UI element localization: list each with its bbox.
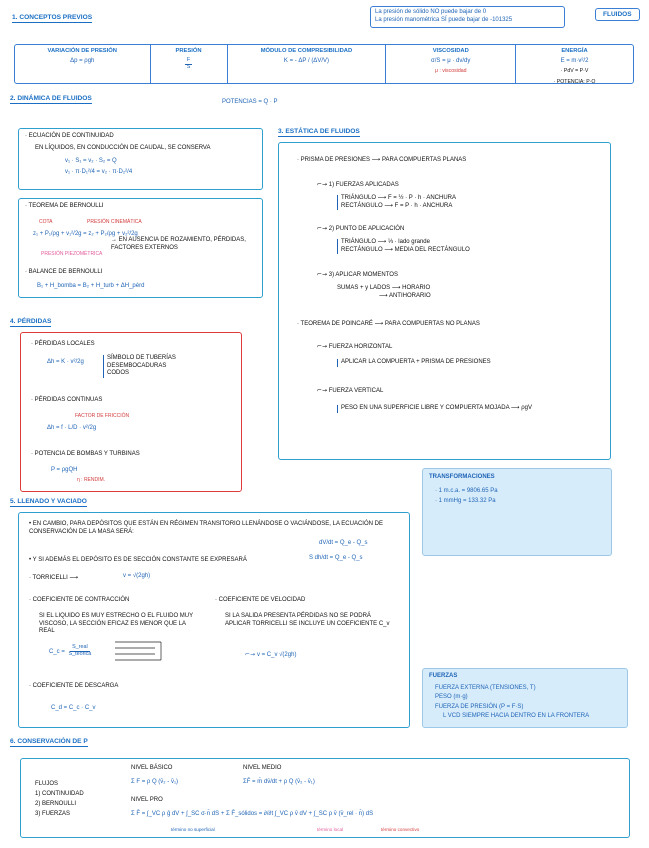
coef-contraccion-eq <box>49 645 93 657</box>
brace-line-1: PESO EN UNA SUPERFICIE LIBRE Y COMPUERTA MOJADA ⟶ ρgV <box>341 405 532 411</box>
brace-fuerzas-aplicadas <box>337 195 456 210</box>
momentos-line-1: SUMAS + y LADOS ⟶ HORARIO <box>337 285 431 291</box>
brace-line-2: RECTÁNGULO ⟶ F = P · h · ANCHURA <box>341 202 453 209</box>
flujos-item-1: 1) CONTINUIDAD <box>35 791 84 797</box>
section-3-heading: 3. ESTÁTICA DE FLUIDOS <box>278 128 360 137</box>
section-6-heading: 6. CONSERVACIÓN DE P <box>10 738 88 747</box>
brace-punto-aplicacion <box>337 239 470 254</box>
conservacion-box <box>20 758 630 838</box>
formula-title: PRESIÓN <box>175 48 202 54</box>
section-2-heading: 2. DINÁMICA DE FLUIDOS <box>10 95 92 104</box>
balance-equation: B₁ + H_bomba = B₂ + H_turb + ΔH_pérd <box>37 283 145 289</box>
perdidas-box <box>20 332 242 492</box>
formula-denominator: S <box>186 63 191 70</box>
nivel-basico-title: NIVEL BÁSICO <box>131 765 173 771</box>
bernoulli-tag-cota: COTA <box>39 219 53 225</box>
top-note-line-2: La presión manométrica SÍ puede bajar de -101325 <box>375 16 513 23</box>
sub-arrow-5-label: FUERZA VERTICAL <box>328 388 384 394</box>
brace-line-3: CODOS <box>107 370 130 376</box>
formula-note-1: · PdV = P·V <box>560 68 589 74</box>
sub-arrow-4: ⌐→ FUERZA HORIZONTAL <box>317 343 393 350</box>
brace-fuerza-vertical <box>337 405 537 413</box>
sub-arrow-4-label: FUERZA HORIZONTAL <box>328 344 393 350</box>
top-note-box <box>370 6 565 28</box>
llenado-bullet-2-text: Y SI ADEMÁS EL DEPÓSITO ES DE SECCIÓN CONSTANTE SE EXPRESARÁ <box>32 557 247 563</box>
coef-contraccion-den: S_teórica <box>68 650 92 657</box>
brace-line-1: APLICAR LA COMPUERTA + PRISMA DE PRESIONES <box>341 359 491 365</box>
fuerzas-box <box>422 668 628 728</box>
bernoulli-note: → EN AUSENCIA DE ROZAMIENTO, PÉRDIDAS, FACTORES EXTERNOS <box>111 237 246 251</box>
sub-arrow-3-label: 3) APLICAR MOMENTOS <box>328 272 398 278</box>
brace-line-1: TRIÁNGULO ⟶ F = ½ · P · h · ANCHURA <box>341 195 457 201</box>
sub-arrow-3: ⌐→ 3) APLICAR MOMENTOS <box>317 271 398 278</box>
section-1-heading: 1. CONCEPTOS PREVIOS <box>12 14 92 23</box>
coef-velocidad-eq: v = C_v √(2gh) <box>256 652 297 658</box>
perdidas-locales-title: · PÉRDIDAS LOCALES <box>31 341 95 347</box>
transformaciones-box <box>422 468 612 556</box>
formula-cell-variacion-presion <box>15 45 151 83</box>
bernoulli-box <box>18 198 263 298</box>
perdidas-continuas-title: · PÉRDIDAS CONTINUAS <box>31 397 103 403</box>
formula-body: Δp = ρgh <box>70 58 95 64</box>
factor-friccion-tag: FACTOR DE FRICCIÓN <box>75 413 130 419</box>
llenado-bullet-1: • EN CAMBIO, PARA DEPÓSITOS QUE ESTÁN EN RÉGIMEN TRANSITORIO LLENÁNDOSE O VACIÁNDOSE, LA ECUACIÓN DE CONSERVACIÓN DE LA MASA SERÁ: <box>29 521 383 535</box>
sub-arrow-2: ⌐→ 2) PUNTO DE APLICACIÓN <box>317 225 405 232</box>
llenado-eq-2: S dh/dt = Q_e - Q_s <box>309 555 363 561</box>
formula-cell-presion <box>151 45 228 83</box>
formula-body: E = m·v²/2 <box>560 58 589 64</box>
formula-title: VARIACIÓN DE PRESIÓN <box>47 48 117 54</box>
flujos-item-2: 2) BERNOULLI <box>35 801 77 807</box>
nivel-medio-title: NIVEL MEDIO <box>243 765 282 771</box>
coef-contraccion-title: · COEFICIENTE DE CONTRACCIÓN <box>29 597 130 603</box>
title-tag: FLUIDOS <box>595 8 640 21</box>
llenado-bullet-2: • Y SI ADEMÁS EL DEPÓSITO ES DE SECCIÓN CONSTANTE SE EXPRESARÁ <box>29 557 247 563</box>
coef-descarga-eq: C_d = C_c · C_v <box>51 705 96 711</box>
perdidas-locales-eq: Δh = K · v²/2g <box>47 359 84 365</box>
formula-note-2: · POTENCIA: P·Q <box>553 78 596 84</box>
continuity-box <box>18 128 263 190</box>
sub-arrow-1: ⌐→ 1) FUERZAS APLICADAS <box>317 181 399 188</box>
coef-velocidad-eq-row: ⌐→ v = C_v √(2gh) <box>245 651 297 658</box>
potencia-bombas-title: · POTENCIA DE BOMBAS Y TURBINAS <box>31 451 140 457</box>
brace-line-1: SÍMBOLO DE TUBERÍAS <box>107 355 176 361</box>
bernoulli-tag-presion-cinematica: PRESIÓN CINEMÁTICA <box>87 219 142 225</box>
nivel-pro-title: NIVEL PRO <box>131 797 163 803</box>
perdidas-locales-brace <box>103 355 176 378</box>
llenado-bullet-1-text: EN CAMBIO, PARA DEPÓSITOS QUE ESTÁN EN RÉGIMEN TRANSITORIO LLENÁNDOSE O VACIÁNDOSE, LA ECUACIÓN DE CONSERVACIÓN DE LA MASA SERÁ: <box>29 521 383 535</box>
brace-line-2: RECTÁNGULO ⟶ MEDIA DEL RECTÁNGULO <box>341 246 470 253</box>
nivel-pro-tag-3: término convectivo <box>381 827 420 832</box>
torricelli-eq: v = √(2gh) <box>123 573 151 579</box>
sub-arrow-2-label: 2) PUNTO DE APLICACIÓN <box>328 226 405 232</box>
section-5-heading: 5. LLENADO Y VACIADO <box>10 498 87 507</box>
torricelli-label: · TORRICELLI ⟶ <box>29 575 79 581</box>
coef-velocidad-text: SI LA SALIDA PRESENTA PÉRDIDAS NO SE PODRÁ APLICAR TORRICELLI SE INCLUYE UN COEFICIENTE C_v <box>225 613 390 627</box>
sub-arrow-1-label: 1) FUERZAS APLICADAS <box>328 182 399 188</box>
nivel-pro-tag-1: término no superficial <box>171 827 215 832</box>
fuerzas-line-4: L VCD SIEMPRE HACIA DENTRO EN LA FRONTERA <box>443 713 590 719</box>
continuity-eq-1: v₁ · S₁ = v₂ · S₂ = Q <box>65 158 117 164</box>
flujos-title: FLUJOS <box>35 781 59 787</box>
section-4-heading: 4. PÉRDIDAS <box>10 318 51 327</box>
formula-note: μ : viscosidad <box>434 68 467 74</box>
fuerzas-line-3: FUERZA DE PRESIÓN (P = F·S) <box>435 703 524 710</box>
poincare-line: · TEOREMA DE POINCARÉ ⟶ PARA COMPUERTAS NO PLANAS <box>297 321 480 327</box>
formula-cell-viscosidad <box>386 45 516 83</box>
momentos-lines <box>337 285 431 300</box>
prisma-presiones-line: · PRISMA DE PRESIONES ⟶ PARA COMPUERTAS PLANAS <box>297 157 467 163</box>
llenado-vaciado-box <box>18 512 410 728</box>
bernoulli-title: · TEOREMA DE BERNOULLI <box>25 203 104 209</box>
formula-title: ENERGÍA <box>561 48 588 54</box>
transformaciones-title: TRANSFORMACIONES <box>429 474 495 480</box>
brace-line-2: DESEMBOCADURAS <box>107 362 167 369</box>
transformaciones-line-1: · 1 m.c.a. = 9806.65 Pa <box>435 487 498 494</box>
momentos-line-2: ⟶ ANTIHORARIO <box>379 292 431 299</box>
fuerzas-line-2: PESO (m·g) <box>435 694 468 700</box>
formula-body <box>185 58 193 70</box>
brace-fuerza-horizontal <box>337 359 491 367</box>
coef-contraccion-eq-left: C_c = <box>49 648 65 655</box>
nivel-pro-eq: Σ F̄ = ∫_VC ρ ḡ dV + ∫_SC σ·n̄ dS + Σ F̄_sólidos = ∂/∂t ∫_VC ρ v̄ dV + ∫_SC ρ v̄ (v̄_rel · n̄) dS <box>131 811 374 817</box>
formula-body: σ/S = μ · dv/dy <box>431 58 471 64</box>
fuerzas-line-1: FUERZA EXTERNA (TENSIONES, T) <box>435 684 536 691</box>
bernoulli-equation: z₁ + P₁/ρg + v₁²/2g = z₂ + P₂/ρg + v₂²/2g <box>33 231 138 237</box>
nozzle-diagram-icon <box>115 639 171 663</box>
bernoulli-tag-presion-piezometrica: PRESIÓN PIEZOMÉTRICA <box>41 251 103 257</box>
estatica-box <box>278 142 611 460</box>
flujos-item-3: 3) FUERZAS <box>35 811 71 817</box>
formula-cell-energia <box>516 45 633 83</box>
top-note-line-1: La presión de sólido NO puede bajar de 0 <box>375 9 487 15</box>
coef-descarga-title: · COEFICIENTE DE DESCARGA <box>29 683 119 689</box>
coef-contraccion-num: S_real <box>72 644 88 650</box>
nivel-medio-eq: ΣF̄ = m̄ dv̄/dt + ρ Q (v̄₂ - v̄₁) <box>243 779 315 785</box>
continuity-eq-2: v₁ · π·D₁²/4 = v₂ · π·D₂²/4 <box>65 168 133 175</box>
brace-line-1: TRIÁNGULO ⟶ ⅓ · lado grande <box>341 239 430 245</box>
formula-title: VISCOSIDAD <box>432 48 469 54</box>
formula-title: MÓDULO DE COMPRESIBILIDAD <box>260 48 353 54</box>
nivel-pro-tag-2: término local <box>317 827 344 832</box>
potencia-bombas-eq: P = ρgQH <box>51 467 78 473</box>
perdidas-continuas-eq: Δh = f · L/D · v²/2g <box>47 425 97 431</box>
section-2-subtitle: POTENCIAS = Q · P <box>222 99 278 105</box>
continuity-title: · ECUACIÓN DE CONTINUIDAD <box>25 133 114 139</box>
torricelli-line <box>29 575 78 583</box>
transformaciones-line-2: · 1 mmHg = 133.32 Pa <box>435 498 496 504</box>
balance-title: · BALANCE DE BERNOULLI <box>25 269 103 275</box>
formula-numerator: F <box>186 57 191 63</box>
sub-arrow-5: ⌐→ FUERZA VERTICAL <box>317 387 384 394</box>
fuerzas-title: FUERZAS <box>429 673 458 679</box>
llenado-eq-1: dV/dt = Q_e - Q_s <box>319 540 368 546</box>
formula-cell-modulo-compresibilidad <box>228 45 387 83</box>
formula-body: K = - ΔP / (ΔV/V) <box>283 58 329 64</box>
continuity-line-1: EN LÍQUIDOS, EN CONDUCCIÓN DE CAUDAL, SE CONSERVA <box>35 144 211 151</box>
nivel-basico-eq: Σ F = ρ Q (v̄₂ - v̄₁) <box>131 779 178 785</box>
coef-contraccion-text: SI EL LIQUIDO ES MUY ESTRECHO O EL FLUIDO MUY VISCOSO, LA SECCIÓN EFICAZ ES MENOR QUE LA REAL <box>39 613 194 634</box>
concepts-formula-table <box>14 44 634 84</box>
coef-velocidad-title: · COEFICIENTE DE VELOCIDAD <box>215 597 306 603</box>
rendimiento-note: η : RENDIM. <box>77 477 106 483</box>
